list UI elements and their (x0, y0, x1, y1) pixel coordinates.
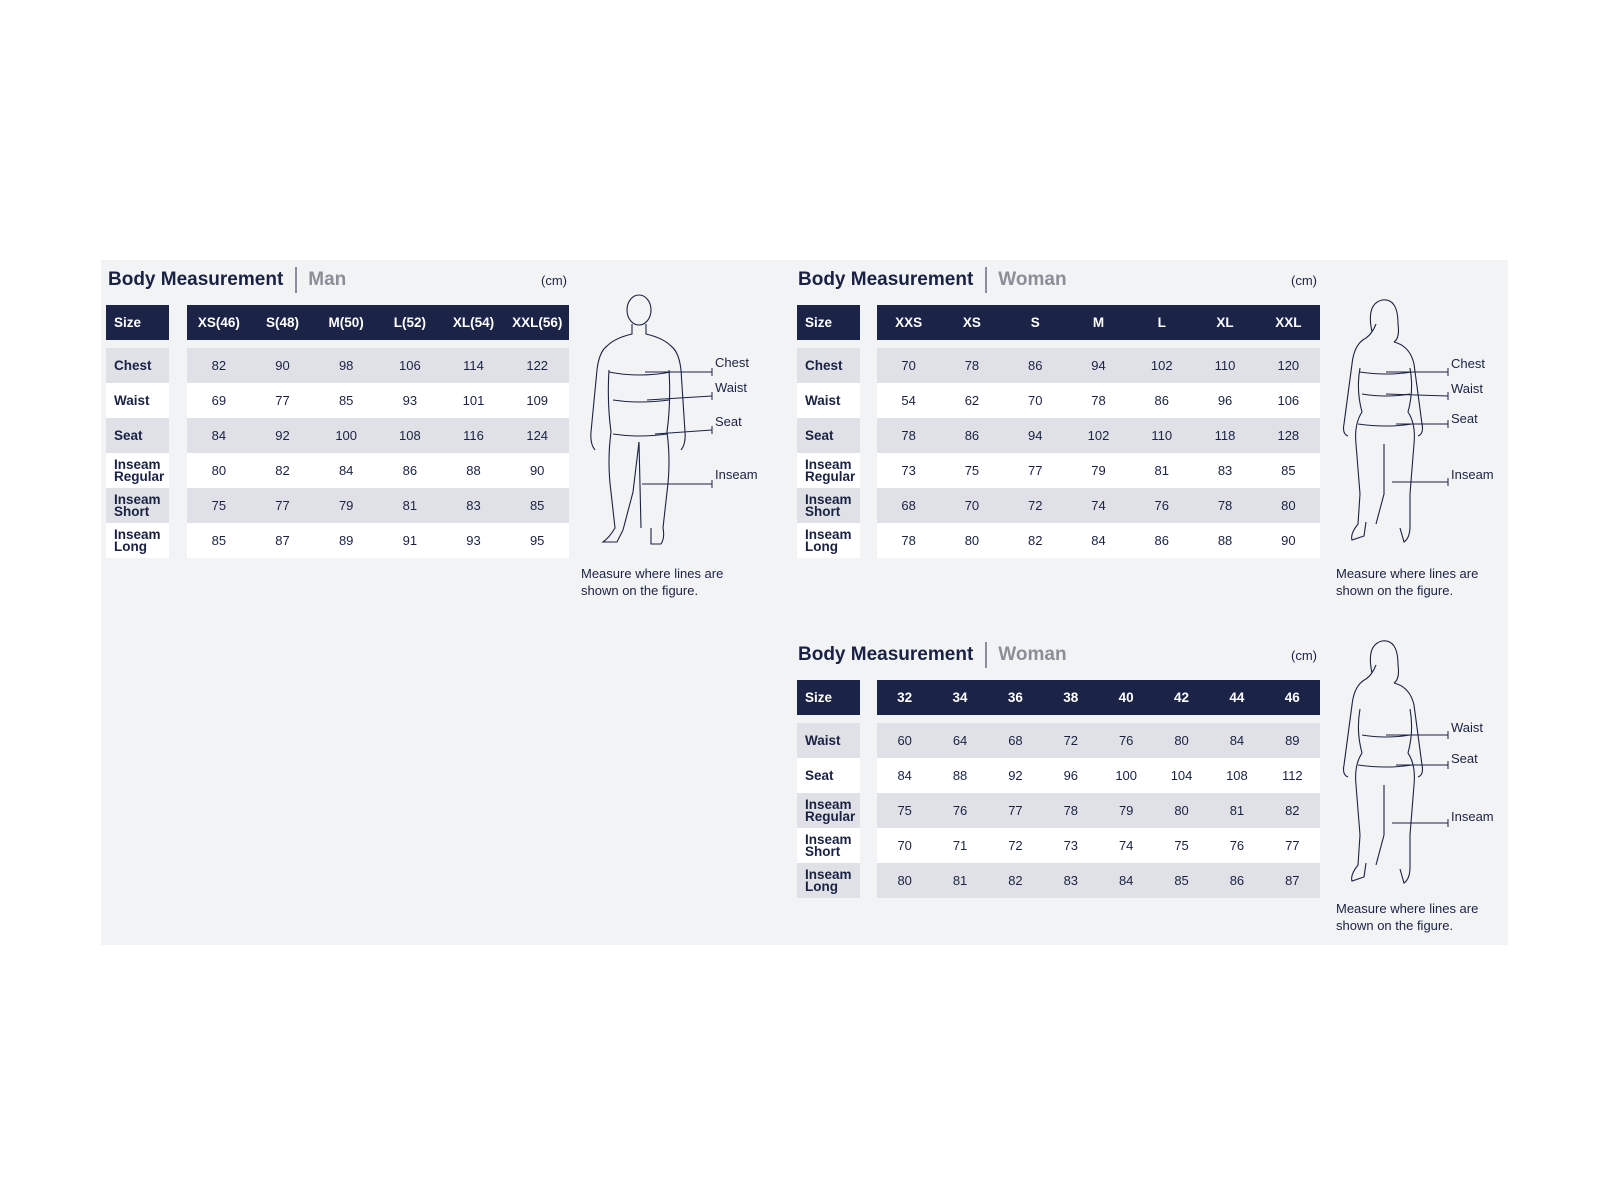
table-cell: 83 (1217, 463, 1233, 478)
table-cell: 102 (1150, 358, 1173, 373)
table-cell: 72 (1063, 733, 1079, 748)
table-cell: 76 (1229, 838, 1245, 853)
size-column-header: XXL(56) (512, 315, 563, 330)
table-cell: 109 (526, 393, 549, 408)
woman-top-inseam-label: Inseam (1451, 467, 1494, 482)
table-cell: 83 (466, 498, 481, 513)
measurement-label-text: Inseam (805, 796, 852, 812)
table-cell: 75 (897, 803, 912, 818)
woman-bottom-label-column (797, 680, 860, 898)
measurement-label-text: Long (805, 878, 838, 894)
table-cell: 104 (1170, 768, 1193, 783)
measurement-label (797, 523, 860, 558)
table-cell: 81 (952, 873, 968, 888)
measurement-label-text: Inseam (114, 491, 161, 507)
table-cell: 94 (1027, 428, 1043, 443)
woman-top-size-header: Size (797, 305, 860, 340)
table-cell: 62 (964, 393, 980, 408)
table-cell: 93 (466, 533, 481, 548)
woman-top-figure (1336, 294, 1494, 554)
size-column-header: XS (962, 315, 981, 330)
table-cell: 73 (1063, 838, 1079, 853)
table-cell: 91 (402, 533, 418, 548)
heading-divider (295, 267, 297, 293)
table-row (187, 523, 569, 558)
man-unit: (cm) (541, 273, 567, 288)
table-cell: 68 (1008, 733, 1023, 748)
table-cell: 89 (1285, 733, 1300, 748)
measurement-label (797, 453, 860, 488)
man-chest-label: Chest (715, 355, 749, 370)
woman-bottom-waist-label: Waist (1451, 720, 1484, 735)
size-column-header: XL(54) (452, 315, 495, 330)
table-cell: 78 (901, 533, 916, 548)
table-row (187, 348, 569, 383)
woman-top-note: Measure where lines are shown on the figure. (1336, 566, 1479, 598)
table-cell: 75 (1174, 838, 1189, 853)
measurement-label (797, 383, 860, 418)
woman-top-body-outline-icon (1336, 294, 1466, 554)
table-cell: 74 (1091, 498, 1106, 513)
table-cell: 86 (402, 463, 418, 478)
size-column-header: M(50) (328, 315, 364, 330)
table-cell: 78 (901, 428, 916, 443)
woman-bottom-body-outline-icon (1336, 635, 1466, 895)
table-cell: 96 (1217, 393, 1233, 408)
size-column-header: 38 (1063, 690, 1079, 705)
table-cell: 70 (1027, 393, 1043, 408)
table-row (187, 488, 569, 523)
man-gender: Man (308, 269, 347, 290)
table-cell: 120 (1277, 358, 1300, 373)
table-cell: 82 (1285, 803, 1300, 818)
table-cell: 77 (275, 393, 290, 408)
measurement-label (797, 348, 860, 383)
table-cell: 80 (1174, 803, 1189, 818)
woman-bottom-data-table (877, 680, 1320, 898)
table-cell: 98 (338, 358, 354, 373)
table-cell: 70 (901, 358, 916, 373)
measurement-label (797, 793, 860, 828)
table-cell: 124 (526, 428, 549, 443)
table-cell: 118 (1214, 428, 1236, 443)
table-cell: 102 (1087, 428, 1110, 443)
table-cell: 86 (1154, 393, 1169, 408)
table-cell: 106 (399, 358, 421, 373)
table-row (877, 453, 1320, 488)
table-cell: 112 (1281, 768, 1303, 783)
size-column-header: 42 (1174, 690, 1190, 705)
table-cell: 86 (1154, 533, 1169, 548)
woman-top-waist-label: Waist (1451, 381, 1484, 396)
man-note: Measure where lines are shown on the figure. (581, 566, 724, 598)
woman-bottom-seat-label: Seat (1451, 751, 1478, 766)
table-cell: 100 (335, 428, 358, 443)
measurement-label (106, 383, 169, 418)
measurement-label (797, 723, 860, 758)
measurement-label-text: Long (114, 538, 147, 554)
size-column-header: 36 (1007, 690, 1023, 705)
table-row (187, 383, 569, 418)
measurement-label-text: Inseam (805, 491, 852, 507)
man-seat-label: Seat (715, 414, 742, 429)
measurement-label-text: Inseam (805, 456, 852, 472)
woman-bottom-size-columns (877, 680, 1320, 715)
table-cell: 60 (897, 733, 912, 748)
table-cell: 79 (1091, 463, 1106, 478)
measurement-label-text: Chest (805, 357, 843, 373)
measurement-label-text: Inseam (805, 526, 852, 542)
size-chart-panel (101, 260, 1508, 945)
measurement-label (797, 828, 860, 863)
size-column-header: S(48) (266, 315, 300, 330)
woman-bottom-figure (1336, 635, 1494, 895)
table-cell: 110 (1214, 358, 1236, 373)
table-cell: 84 (338, 463, 354, 478)
table-cell: 81 (1154, 463, 1169, 478)
man-title: Body Measurement (108, 269, 284, 290)
man-size-header: Size (106, 305, 169, 340)
table-cell: 81 (1229, 803, 1245, 818)
table-cell: 54 (901, 393, 916, 408)
table-cell: 94 (1091, 358, 1106, 373)
measurement-label-text: Regular (114, 468, 165, 484)
table-cell: 93 (402, 393, 418, 408)
table-cell: 78 (964, 358, 980, 373)
table-cell: 77 (1008, 803, 1023, 818)
table-row (877, 863, 1320, 898)
measurement-label (797, 758, 860, 793)
woman-bottom-inseam-label: Inseam (1451, 809, 1494, 824)
woman-bottom-title: Body Measurement (798, 644, 974, 665)
woman-bottom-heading (798, 642, 1067, 668)
table-cell: 96 (1063, 768, 1079, 783)
size-column-header: XL (1216, 315, 1234, 330)
table-cell: 82 (1008, 873, 1023, 888)
table-cell: 72 (1027, 498, 1043, 513)
man-figure (585, 292, 758, 552)
size-column-header: XXS (895, 315, 923, 330)
woman-bottom-note: Measure where lines are shown on the figure. (1336, 901, 1479, 933)
table-cell: 106 (1277, 393, 1300, 408)
table-cell: 71 (952, 838, 968, 853)
size-column-header: L (1157, 315, 1166, 330)
table-cell: 84 (1118, 873, 1134, 888)
table-cell: 88 (466, 463, 481, 478)
table-cell: 82 (1027, 533, 1043, 548)
measurement-label-text: Inseam (114, 526, 161, 542)
table-cell: 85 (1174, 873, 1189, 888)
table-cell: 75 (211, 498, 227, 513)
table-row (877, 488, 1320, 523)
size-column-header: L(52) (393, 315, 426, 330)
size-column-header: 44 (1229, 690, 1245, 705)
size-column-header: M (1092, 315, 1105, 330)
woman-top-heading (798, 267, 1067, 293)
measurement-label (797, 418, 860, 453)
size-column-header: 32 (897, 690, 913, 705)
table-cell: 85 (1281, 463, 1296, 478)
table-cell: 116 (463, 428, 484, 443)
table-cell: 83 (1063, 873, 1079, 888)
table-cell: 73 (901, 463, 916, 478)
table-row (877, 348, 1320, 383)
table-cell: 92 (1008, 768, 1023, 783)
table-cell: 79 (1118, 803, 1134, 818)
table-cell: 78 (1217, 498, 1233, 513)
heading-divider (985, 642, 987, 668)
table-cell: 78 (1063, 803, 1079, 818)
measurement-label-text: Short (114, 503, 150, 519)
man-data-table (187, 305, 569, 558)
measurement-label-text: Chest (114, 357, 152, 373)
table-cell: 108 (399, 428, 421, 443)
size-column-header: XS(46) (197, 315, 240, 330)
table-row (187, 418, 569, 453)
table-cell: 84 (1229, 733, 1245, 748)
table-cell: 80 (211, 463, 227, 478)
table-cell: 82 (211, 358, 227, 373)
table-cell: 86 (1027, 358, 1043, 373)
heading-divider (985, 267, 987, 293)
measurement-label (797, 863, 860, 898)
table-row (877, 723, 1320, 758)
table-cell: 108 (1226, 768, 1248, 783)
table-cell: 77 (275, 498, 290, 513)
woman-top-label-column (797, 305, 860, 558)
table-cell: 68 (901, 498, 916, 513)
table-cell: 84 (211, 428, 227, 443)
table-cell: 85 (211, 533, 227, 548)
woman-top-data-table (877, 305, 1320, 558)
size-column-header: 46 (1284, 690, 1300, 705)
table-cell: 76 (952, 803, 968, 818)
table-row (187, 453, 569, 488)
table-cell: 122 (526, 358, 549, 373)
measurement-label-text: Seat (114, 427, 143, 443)
table-cell: 90 (275, 358, 290, 373)
table-cell: 77 (1285, 838, 1300, 853)
table-row (877, 793, 1320, 828)
table-row (877, 758, 1320, 793)
measurement-label (797, 488, 860, 523)
measurement-label (106, 453, 169, 488)
measurement-label (106, 348, 169, 383)
man-heading (108, 267, 346, 293)
table-cell: 88 (952, 768, 968, 783)
table-cell: 76 (1154, 498, 1169, 513)
table-cell: 110 (1151, 428, 1173, 443)
table-cell: 80 (897, 873, 912, 888)
man-size-columns (187, 305, 569, 340)
table-cell: 78 (1091, 393, 1106, 408)
measurement-label (106, 523, 169, 558)
table-cell: 79 (338, 498, 354, 513)
measurement-label-text: Waist (805, 392, 841, 408)
woman-top-gender: Woman (998, 269, 1067, 290)
table-cell: 86 (1229, 873, 1245, 888)
table-cell: 72 (1008, 838, 1023, 853)
woman-top-seat-label: Seat (1451, 411, 1478, 426)
measurement-label-text: Waist (805, 732, 841, 748)
table-cell: 90 (529, 463, 545, 478)
table-cell: 89 (338, 533, 354, 548)
table-cell: 128 (1277, 428, 1300, 443)
table-cell: 92 (275, 428, 290, 443)
measurement-label (106, 418, 169, 453)
measurement-label-text: Short (805, 843, 841, 859)
measurement-label-text: Regular (805, 468, 856, 484)
measurement-label-text: Inseam (114, 456, 161, 472)
woman-bottom-gender: Woman (998, 644, 1067, 665)
table-row (877, 523, 1320, 558)
woman-top-size-columns (877, 305, 1320, 340)
table-cell: 80 (1281, 498, 1296, 513)
measurement-label-text: Inseam (805, 831, 852, 847)
size-column-header: 40 (1118, 690, 1134, 705)
table-cell: 80 (964, 533, 980, 548)
man-waist-label: Waist (715, 380, 748, 395)
man-inseam-label: Inseam (715, 467, 758, 482)
table-cell: 69 (211, 393, 227, 408)
table-cell: 85 (338, 393, 354, 408)
woman-top-chest-label: Chest (1451, 356, 1485, 371)
table-cell: 82 (275, 463, 290, 478)
measurement-label-text: Seat (805, 427, 834, 443)
measurement-label-text: Waist (114, 392, 150, 408)
measurement-label-text: Inseam (805, 866, 852, 882)
table-cell: 75 (964, 463, 980, 478)
measurement-label-text: Long (805, 538, 838, 554)
table-cell: 80 (1174, 733, 1189, 748)
size-column-header: XXL (1275, 315, 1302, 330)
table-cell: 90 (1281, 533, 1296, 548)
woman-top-title: Body Measurement (798, 269, 974, 290)
table-cell: 86 (964, 428, 980, 443)
measurement-label-text: Regular (805, 808, 856, 824)
table-cell: 70 (964, 498, 980, 513)
measurement-label (106, 488, 169, 523)
table-row (877, 828, 1320, 863)
table-cell: 74 (1118, 838, 1134, 853)
man-label-column (106, 305, 169, 558)
table-cell: 77 (1027, 463, 1043, 478)
table-cell: 95 (529, 533, 545, 548)
table-cell: 88 (1217, 533, 1233, 548)
table-row (877, 383, 1320, 418)
table-cell: 76 (1118, 733, 1134, 748)
measurement-label-text: Short (805, 503, 841, 519)
table-cell: 81 (402, 498, 418, 513)
table-row (877, 418, 1320, 453)
woman-top-unit: (cm) (1291, 273, 1317, 288)
table-cell: 87 (275, 533, 290, 548)
table-cell: 114 (463, 358, 484, 373)
woman-bottom-size-header: Size (797, 680, 860, 715)
size-column-header: S (1030, 315, 1040, 330)
table-cell: 101 (462, 393, 485, 408)
table-cell: 85 (529, 498, 545, 513)
table-cell: 84 (897, 768, 912, 783)
size-column-header: 34 (952, 690, 968, 705)
woman-bottom-unit: (cm) (1291, 648, 1317, 663)
table-cell: 100 (1115, 768, 1138, 783)
table-cell: 84 (1091, 533, 1106, 548)
table-cell: 87 (1285, 873, 1300, 888)
table-cell: 70 (897, 838, 912, 853)
measurement-label-text: Seat (805, 767, 834, 783)
table-cell: 64 (952, 733, 968, 748)
